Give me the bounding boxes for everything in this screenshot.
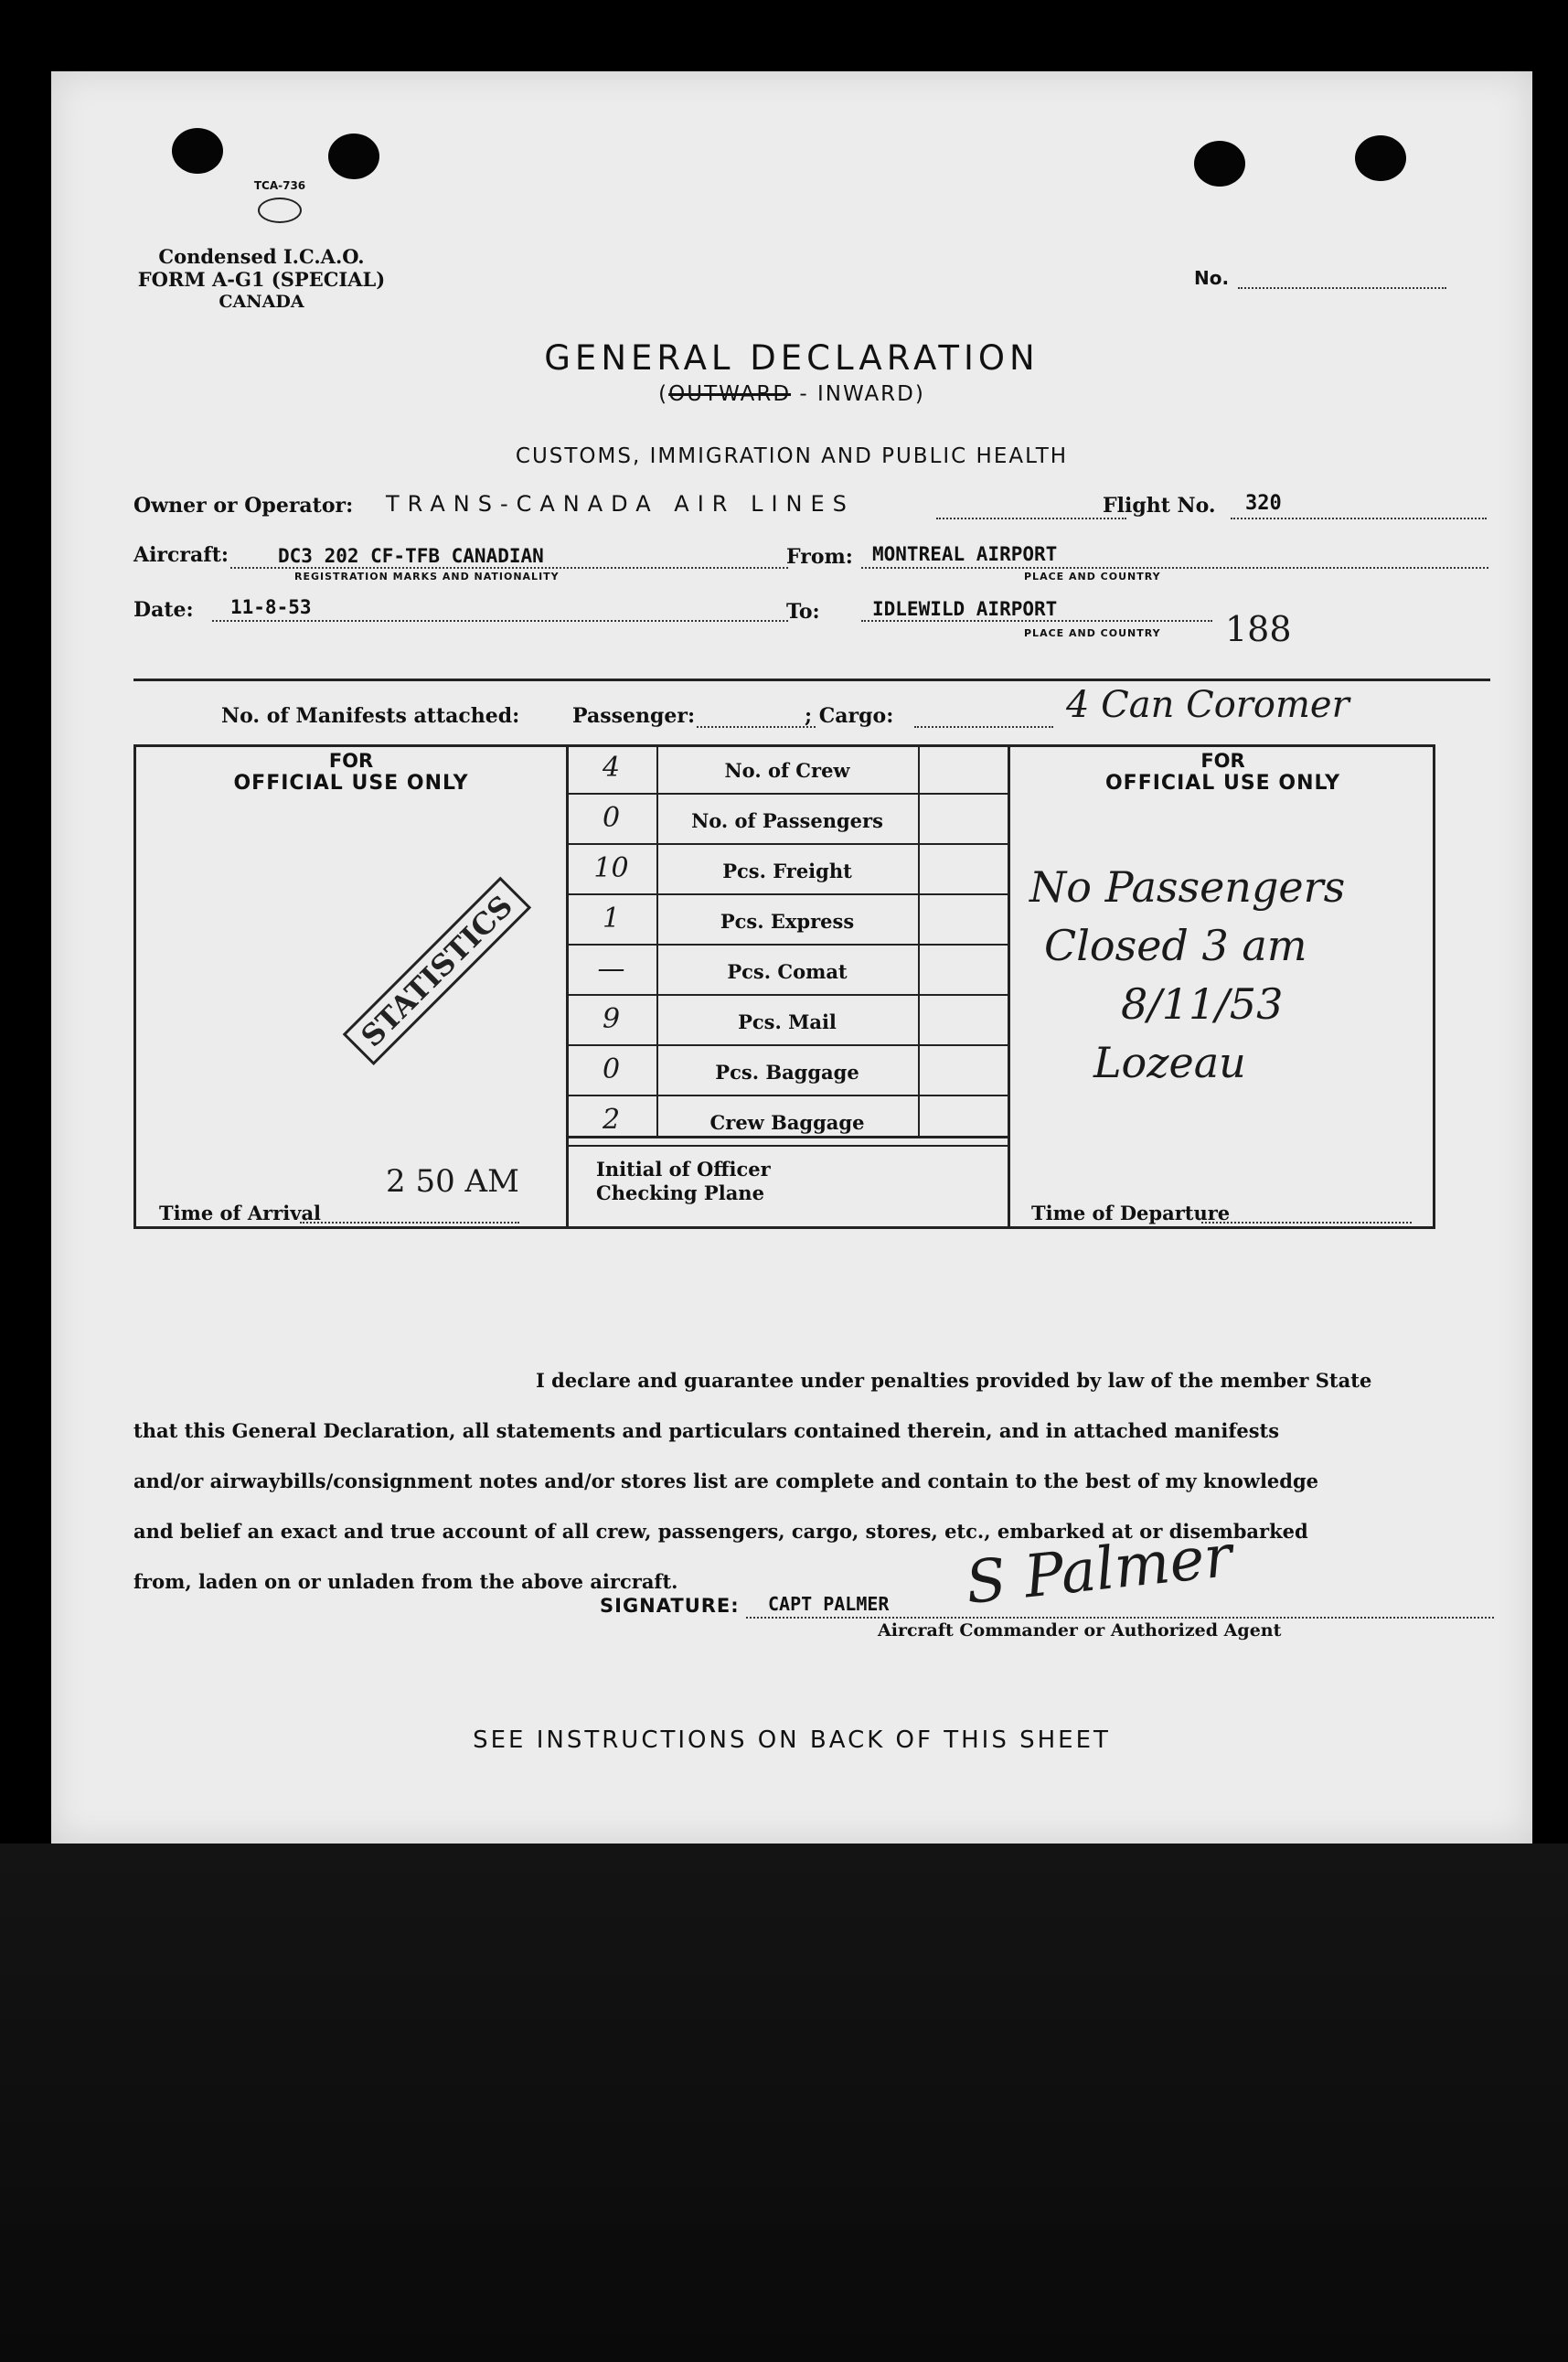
binder-hole-left-2	[328, 134, 379, 179]
declaration-line-5: from, laden on or unladen from the above aircraft.	[133, 1570, 678, 1593]
date-line	[212, 620, 788, 622]
binder-hole-left-1	[172, 128, 223, 174]
row-count: 0	[602, 1053, 621, 1085]
owner-line	[936, 518, 1126, 519]
row-label: Pcs. Express	[720, 910, 855, 933]
right-for: FOR	[1200, 750, 1245, 772]
row-label: Pcs. Baggage	[715, 1061, 859, 1084]
table-row	[566, 946, 1010, 996]
direction-inward: - INWARD)	[791, 382, 925, 406]
no-line	[1238, 287, 1446, 289]
handwritten-number: 188	[1225, 609, 1292, 649]
scope-line: CUSTOMS, IMMIGRATION AND PUBLIC HEALTH	[515, 444, 1069, 468]
row-count: 2	[602, 1104, 621, 1136]
instructions-footer: SEE INSTRUCTIONS ON BACK OF THIS SHEET	[473, 1726, 1111, 1754]
statistics-stamp: STATISTICS	[343, 877, 531, 1065]
handwritten-date: 8/11/53	[1121, 979, 1284, 1029]
date-value: 11-8-53	[230, 596, 312, 618]
row-count: 1	[602, 903, 621, 935]
passenger-manifest-label: Passenger:	[572, 704, 696, 728]
separator-rule	[133, 679, 1490, 681]
direction-outward-struck: OUTWARD	[668, 382, 792, 406]
handwritten-no-passengers: No Passengers	[1029, 862, 1346, 912]
to-label: To:	[786, 600, 820, 624]
flight-value: 320	[1245, 492, 1282, 515]
flight-label: Flight No.	[1103, 494, 1216, 518]
handwritten-cargo-note: 4 Can Coromer	[1066, 684, 1349, 726]
signature-typed-name: CAPT PALMER	[768, 1593, 890, 1615]
declaration-line-2: that this General Declaration, all statements and particulars contained therein, and in attached manifests	[133, 1419, 1280, 1442]
row-label: Crew Baggage	[709, 1111, 865, 1134]
from-value: MONTREAL AIRPORT	[872, 543, 1058, 565]
direction-line	[51, 382, 1532, 406]
form-designation	[106, 245, 417, 314]
form-sheet	[51, 71, 1532, 1844]
initial-officer-line-2: Checking Plane	[596, 1181, 764, 1204]
cargo-manifest-line	[914, 726, 1053, 728]
table-row	[566, 845, 1010, 895]
declaration-line-4: and belief an exact and true account of all crew, passengers, cargo, stores, etc., embarked at or disembarked	[133, 1520, 1308, 1543]
time-departure-label: Time of Departure	[1031, 1202, 1231, 1224]
time-departure-line	[1201, 1222, 1412, 1224]
form-line-1: Condensed I.C.A.O.	[158, 245, 365, 268]
table-row	[566, 744, 1010, 795]
time-arrival-line	[300, 1222, 519, 1224]
manifests-label: No. of Manifests attached:	[221, 704, 520, 728]
signature-caption: Aircraft Commander or Authorized Agent	[878, 1620, 1282, 1641]
signature-line	[746, 1617, 1494, 1619]
handwritten-signature: S Palmer	[962, 1522, 1236, 1619]
date-label: Date:	[133, 598, 194, 622]
time-arrival-value: 2 50 AM	[386, 1163, 519, 1200]
right-official-use: OFFICIAL USE ONLY	[1104, 772, 1340, 795]
time-arrival-label: Time of Arrival	[159, 1202, 322, 1224]
passenger-manifest-line	[697, 726, 816, 728]
from-place-caption: PLACE AND COUNTRY	[1024, 571, 1161, 582]
declaration-text	[133, 1355, 1490, 1607]
declaration-line-3: and/or airwaybills/consignment notes and/or stores list are complete and contain to the best of my knowledge	[133, 1470, 1319, 1492]
table-row	[566, 1096, 1010, 1147]
signature-label: SIGNATURE:	[600, 1595, 740, 1617]
scan-background	[0, 1844, 1568, 2362]
aircraft-value: DC3 202 CF-TFB CANADIAN	[278, 545, 544, 567]
aircraft-label: Aircraft:	[133, 543, 229, 567]
owner-label: Owner or Operator:	[133, 494, 354, 518]
handwritten-officer-initials: Lozeau	[1093, 1038, 1246, 1087]
aircraft-line	[230, 567, 788, 569]
row-count: —	[597, 953, 625, 985]
cargo-manifest-label: ; Cargo:	[805, 704, 894, 728]
owner-value: TRANS-CANADA AIR LINES	[386, 491, 855, 517]
tca-logo-icon	[258, 198, 302, 223]
row-count: 10	[593, 852, 629, 884]
handwritten-official-notes	[1029, 858, 1345, 1092]
form-code: TCA-736	[253, 179, 306, 192]
to-line	[861, 620, 1212, 622]
form-line-3: CANADA	[219, 292, 304, 312]
row-label: Pcs. Mail	[738, 1010, 837, 1033]
page-title: GENERAL DECLARATION	[544, 338, 1040, 378]
table-row	[566, 996, 1010, 1046]
row-label: No. of Passengers	[691, 809, 883, 832]
flight-line	[1231, 518, 1487, 519]
form-line-2: FORM A-G1 (SPECIAL)	[137, 268, 386, 291]
declaration-line-1: I declare and guarantee under penalties provided by law of the member State	[536, 1369, 1372, 1392]
initial-officer-line-1: Initial of Officer	[596, 1158, 771, 1181]
row-label: No. of Crew	[724, 759, 850, 782]
to-place-caption: PLACE AND COUNTRY	[1024, 627, 1161, 639]
table-row	[566, 795, 1010, 845]
direction-open: (	[658, 382, 669, 406]
initial-officer-label	[596, 1158, 771, 1205]
row-count: 4	[602, 752, 621, 784]
no-label: No.	[1194, 267, 1230, 289]
table-row	[566, 1046, 1010, 1096]
binder-hole-right-1	[1194, 141, 1245, 187]
row-count: 9	[602, 1003, 621, 1035]
from-line	[861, 567, 1488, 569]
binder-hole-right-2	[1355, 135, 1406, 181]
left-for: FOR	[328, 750, 374, 772]
table-row	[566, 895, 1010, 946]
row-label: Pcs. Freight	[722, 860, 852, 882]
from-label: From:	[786, 545, 853, 569]
aircraft-caption: REGISTRATION MARKS AND NATIONALITY	[294, 571, 560, 582]
to-value: IDLEWILD AIRPORT	[872, 598, 1058, 620]
row-count: 0	[602, 802, 621, 834]
handwritten-closed-time: Closed 3 am	[1044, 921, 1307, 970]
left-official-use: OFFICIAL USE ONLY	[233, 772, 469, 795]
row-label: Pcs. Comat	[727, 960, 848, 983]
